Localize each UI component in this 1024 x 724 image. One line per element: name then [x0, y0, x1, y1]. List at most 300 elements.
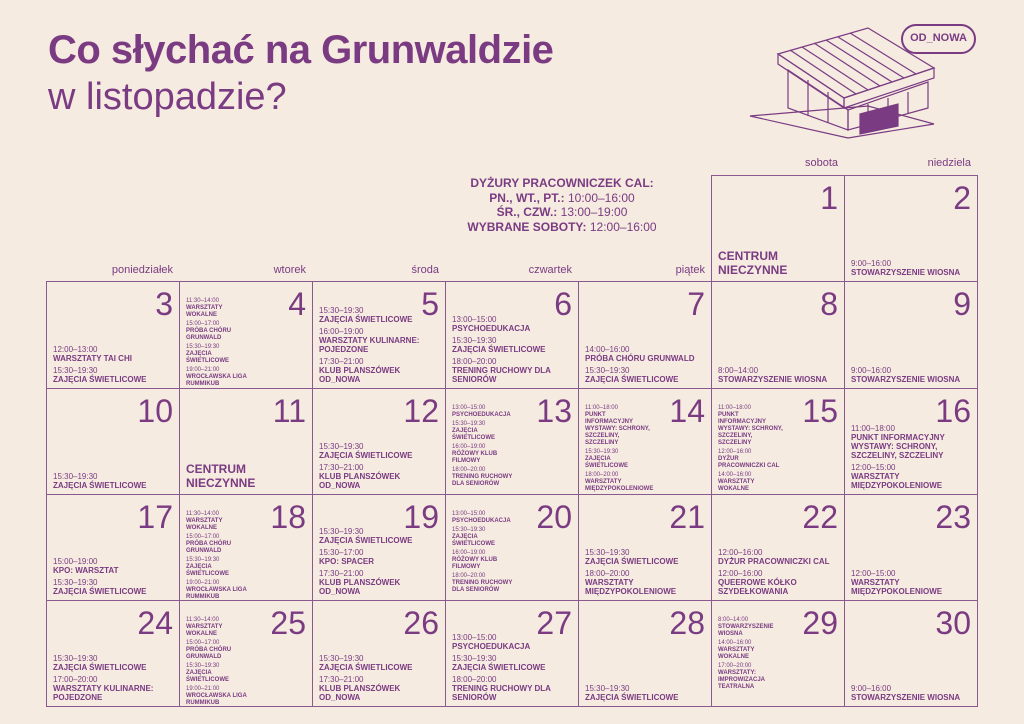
- event-item: [53, 578, 175, 596]
- event-item: [186, 298, 254, 319]
- event-name: WROCŁAWSKA LIGA RUMMIKUB: [186, 374, 247, 387]
- staff-hours-line1-value: 10:00–16:00: [567, 190, 635, 205]
- event-item: [851, 463, 973, 490]
- staff-hours-line3-value: 12:00–16:00: [589, 219, 657, 234]
- event-name: ZAJĘCIA ŚWIETLICOWE: [53, 375, 147, 384]
- day-cell: [312, 388, 446, 495]
- event-item: [718, 617, 786, 638]
- day-number: 4: [288, 286, 306, 322]
- event-time: 15:30–19:30: [53, 366, 98, 375]
- event-time: 9:00–16:00: [851, 366, 892, 375]
- staff-hours-line3-label: WYBRANE SOBOTY:: [467, 219, 587, 234]
- day-cell: [445, 600, 579, 707]
- day-number: 8: [820, 286, 838, 322]
- event-time: 15:00–17:00: [186, 640, 220, 646]
- event-list: [718, 545, 840, 596]
- event-time: 15:30–19:30: [319, 527, 364, 536]
- event-name: ZAJĘCIA ŚWIETLICOWE: [319, 451, 413, 460]
- event-name: ZAJĘCIA ŚWIETLICOWE: [186, 670, 229, 683]
- event-name: WARSZTATY MIĘDZYPOKOLENIOWE: [585, 479, 654, 492]
- event-name: KLUB PLANSZÓWEK OD_NOWA: [319, 578, 401, 596]
- day-cell: [711, 494, 845, 601]
- day-cell: [711, 600, 845, 707]
- event-time: 15:30–19:30: [186, 344, 220, 350]
- event-name: WARSZTATY KULINARNE: POJEDZONE: [319, 336, 420, 354]
- event-time: 15:30–19:30: [585, 548, 630, 557]
- day-number: 12: [403, 393, 439, 429]
- event-item: [319, 357, 441, 384]
- event-time: 12:00–16:00: [718, 548, 763, 557]
- event-name: ZAJĘCIA ŚWIETLICOWE: [585, 693, 679, 702]
- event-time: 15:30–19:30: [585, 684, 630, 693]
- event-name: KLUB PLANSZÓWEK OD_NOWA: [319, 366, 401, 384]
- event-name: QUEEROWE KÓŁKO SZYDEŁKOWANIA: [718, 578, 797, 596]
- event-name: TRENING RUCHOWY DLA SENIORÓW: [452, 580, 513, 593]
- day-cell: [445, 281, 579, 389]
- day-number: 29: [802, 605, 838, 641]
- event-name: PSYCHOEDUKACJA: [452, 324, 531, 333]
- event-time: 15:30–19:30: [53, 578, 98, 587]
- event-name: WARSZTATY WOKALNE: [718, 647, 755, 660]
- event-item: [186, 511, 254, 532]
- event-list: [585, 342, 707, 384]
- day-cell: [179, 600, 313, 707]
- event-list: [585, 545, 707, 596]
- event-item: [186, 534, 254, 555]
- event-item: [452, 633, 574, 651]
- event-name: WARSZTATY KULINARNE: POJEDZONE: [53, 684, 154, 702]
- event-name: TRENING RUCHOWY DLA SENIORÓW: [452, 366, 551, 384]
- day-number: 9: [953, 286, 971, 322]
- event-list: [319, 303, 441, 384]
- event-item: [718, 569, 840, 596]
- page-title: Co słychać na Grunwaldzie: [48, 28, 554, 72]
- event-time: 17:00–20:00: [53, 675, 98, 684]
- event-item: [851, 424, 973, 460]
- event-name: ZAJĘCIA ŚWIETLICOWE: [319, 536, 413, 545]
- page-subtitle: w listopadzie?: [48, 76, 287, 118]
- event-list: [851, 566, 973, 596]
- event-name: PRÓBA CHÓRU GRUNWALD: [186, 541, 232, 554]
- event-name: TRENING RUCHOWY DLA SENIORÓW: [452, 684, 551, 702]
- event-name: STOWARZYSZENIE WIOSNA: [851, 693, 961, 702]
- event-time: 11:00–18:00: [585, 405, 618, 411]
- event-item: [851, 366, 973, 384]
- event-item: [452, 405, 520, 419]
- event-time: 9:00–16:00: [851, 259, 892, 268]
- event-time: 17:30–21:00: [319, 357, 364, 366]
- day-number: 13: [536, 393, 572, 429]
- event-time: 11:30–14:00: [186, 617, 219, 623]
- event-name: ZAJĘCIA ŚWIETLICOWE: [452, 663, 546, 672]
- day-cell: [46, 600, 180, 707]
- event-item: [319, 306, 441, 324]
- event-name: WROCŁAWSKA LIGA RUMMIKUB: [186, 587, 247, 600]
- event-list: [452, 509, 520, 594]
- event-item: [53, 366, 175, 384]
- event-name: STOWARZYSZENIE WIOSNA: [851, 268, 961, 277]
- event-list: [585, 681, 707, 702]
- event-time: 15:00–19:00: [53, 557, 98, 566]
- staff-hours-line2-label: ŚR., CZW.:: [496, 205, 558, 219]
- day-cell: [46, 494, 180, 601]
- event-time: 13:00–15:00: [452, 633, 497, 642]
- event-item: [319, 675, 441, 702]
- event-item: [319, 548, 441, 566]
- day-number: 23: [935, 499, 971, 535]
- event-time: 16:00–19:00: [452, 444, 486, 450]
- day-cell: [179, 494, 313, 601]
- event-name: WARSZTATY WOKALNE: [186, 624, 223, 637]
- event-name: STOWARZYSZENIE WIOSNA: [718, 624, 774, 637]
- event-item: [718, 405, 786, 447]
- event-time: 15:30–19:30: [452, 421, 486, 427]
- event-time: 17:00–20:00: [718, 663, 752, 669]
- event-name: ZAJĘCIA ŚWIETLICOWE: [53, 663, 147, 672]
- event-name: KPO: SPACER: [319, 557, 374, 566]
- event-time: 17:30–21:00: [319, 569, 364, 578]
- closed-label: CENTRUM NIECZYNNE: [186, 462, 256, 490]
- event-time: 15:30–19:30: [585, 366, 630, 375]
- event-name: WARSZTATY MIĘDZYPOKOLENIOWE: [585, 578, 677, 596]
- event-item: [585, 449, 653, 470]
- staff-hours: [448, 176, 676, 234]
- weekday-3: czwartek: [528, 264, 572, 276]
- event-list: [851, 681, 973, 702]
- day-number: 3: [155, 286, 173, 322]
- staff-hours-line1: [448, 191, 676, 206]
- event-list: [53, 554, 175, 596]
- day-number: 7: [687, 286, 705, 322]
- event-time: 15:30–19:30: [585, 449, 619, 455]
- event-name: PUNKT INFORMACYJNY WYSTAWY: SCHRONY, SZCZELINY, SZCZELINY: [585, 412, 650, 446]
- event-time: 12:00–15:00: [851, 569, 896, 578]
- event-item: [585, 366, 707, 384]
- event-item: [319, 327, 441, 354]
- event-name: STOWARZYSZENIE WIOSNA: [851, 375, 961, 384]
- event-time: 8:00–14:00: [718, 617, 749, 623]
- event-item: [53, 654, 175, 672]
- event-item: [718, 366, 840, 384]
- event-time: 17:30–21:00: [319, 463, 364, 472]
- event-item: [718, 640, 786, 661]
- event-name: WARSZTATY MIĘDZYPOKOLENIOWE: [851, 472, 943, 490]
- closed-notice: [186, 462, 308, 490]
- event-time: 19:00–21:00: [186, 686, 220, 692]
- event-item: [319, 569, 441, 596]
- event-item: [319, 442, 441, 460]
- event-item: [585, 569, 707, 596]
- event-time: 9:00–16:00: [851, 684, 892, 693]
- event-time: 16:00–19:00: [319, 327, 364, 336]
- event-name: ZAJĘCIA ŚWIETLICOWE: [585, 375, 679, 384]
- weekday-0: poniedziałek: [111, 264, 173, 276]
- event-time: 14:00–16:00: [585, 345, 630, 354]
- event-name: ZAJĘCIA ŚWIETLICOWE: [319, 663, 413, 672]
- event-item: [452, 467, 520, 488]
- event-name: ZAJĘCIA ŚWIETLICOWE: [452, 428, 495, 441]
- event-item: [186, 617, 254, 638]
- event-item: [851, 259, 973, 277]
- event-list: [452, 403, 520, 488]
- event-list: [53, 651, 175, 702]
- day-cell: [578, 281, 712, 389]
- event-item: [718, 548, 840, 566]
- event-name: KLUB PLANSZÓWEK OD_NOWA: [319, 472, 401, 490]
- event-item: [186, 580, 254, 601]
- day-cell: [578, 494, 712, 601]
- event-name: PRÓBA CHÓRU GRUNWALD: [585, 354, 695, 363]
- event-item: [319, 463, 441, 490]
- event-list: [186, 509, 254, 601]
- event-time: 13:00–15:00: [452, 511, 486, 517]
- day-cell: [711, 281, 845, 389]
- event-item: [186, 663, 254, 684]
- event-item: [53, 675, 175, 702]
- event-time: 18:00–20:00: [452, 467, 486, 473]
- event-item: [585, 684, 707, 702]
- event-time: 15:30–19:30: [53, 472, 98, 481]
- event-time: 18:00–20:00: [585, 569, 630, 578]
- event-time: 15:30–19:30: [452, 654, 497, 663]
- event-list: [53, 469, 175, 490]
- event-time: 11:00–18:00: [851, 424, 895, 433]
- day-cell: [179, 388, 313, 495]
- closed-notice: [718, 249, 840, 277]
- event-time: 15:30–19:30: [186, 557, 220, 563]
- day-number: 17: [137, 499, 173, 535]
- weekday-2: środa: [411, 264, 439, 276]
- event-item: [718, 663, 786, 691]
- event-time: 19:00–21:00: [186, 580, 220, 586]
- event-name: WROCŁAWSKA LIGA RUMMIKUB: [186, 693, 247, 706]
- event-name: KLUB PLANSZÓWEK OD_NOWA: [319, 684, 401, 702]
- event-item: [718, 449, 786, 470]
- weekday-4: piątek: [675, 264, 705, 276]
- day-cell: [312, 494, 446, 601]
- event-name: RÓŻOWY KLUB FILMOWY: [452, 557, 498, 570]
- event-list: [452, 630, 574, 702]
- staff-hours-line1-label: PN., WT., PT.:: [489, 190, 565, 205]
- event-list: [718, 363, 840, 384]
- event-time: 15:30–19:30: [53, 654, 98, 663]
- day-number: 20: [536, 499, 572, 535]
- event-list: [53, 342, 175, 384]
- event-name: PRÓBA CHÓRU GRUNWALD: [186, 647, 232, 660]
- day-number: 18: [270, 499, 306, 535]
- event-item: [851, 684, 973, 702]
- event-item: [452, 511, 520, 525]
- event-name: WARSZTATY WOKALNE: [718, 479, 755, 492]
- event-item: [452, 357, 574, 384]
- event-name: ZAJĘCIA ŚWIETLICOWE: [452, 534, 495, 547]
- day-number: 11: [272, 393, 306, 429]
- day-number: 22: [802, 499, 838, 535]
- event-item: [452, 444, 520, 465]
- event-list: [585, 403, 653, 493]
- event-name: DYŻUR PRACOWNICZKI CAL: [718, 456, 780, 469]
- event-time: 12:00–16:00: [718, 449, 752, 455]
- day-number: 26: [403, 605, 439, 641]
- event-item: [585, 345, 707, 363]
- day-number: 5: [421, 286, 439, 322]
- event-time: 14:00–16:00: [718, 472, 752, 478]
- event-name: ZAJĘCIA ŚWIETLICOWE: [452, 345, 546, 354]
- event-name: TRENING RUCHOWY DLA SENIORÓW: [452, 474, 513, 487]
- event-name: RÓŻOWY KLUB FILMOWY: [452, 451, 498, 464]
- day-cell: [445, 388, 579, 495]
- staff-hours-heading: DYŻURY PRACOWNICZEK CAL:: [470, 176, 654, 190]
- event-list: [319, 439, 441, 490]
- day-number: 19: [403, 499, 439, 535]
- event-time: 11:30–14:00: [186, 511, 219, 517]
- event-time: 16:00–19:00: [452, 550, 486, 556]
- event-item: [452, 550, 520, 571]
- event-item: [585, 405, 653, 447]
- day-number: 6: [554, 286, 572, 322]
- event-name: DYŻUR PRACOWNICZKI CAL: [718, 557, 830, 566]
- event-item: [53, 557, 175, 575]
- event-item: [851, 569, 973, 596]
- event-item: [186, 557, 254, 578]
- event-item: [319, 654, 441, 672]
- event-name: ZAJĘCIA ŚWIETLICOWE: [585, 557, 679, 566]
- event-item: [186, 367, 254, 388]
- event-time: 11:30–14:00: [186, 298, 219, 304]
- event-item: [585, 472, 653, 493]
- event-time: 18:00–20:00: [452, 675, 497, 684]
- od-nowa-logo: OD_NOWA: [901, 24, 976, 54]
- day-number: 28: [669, 605, 705, 641]
- day-number: 10: [137, 393, 173, 429]
- day-number: 24: [137, 605, 173, 641]
- day-number: 30: [935, 605, 971, 641]
- event-item: [452, 573, 520, 594]
- event-list: [186, 615, 254, 707]
- event-time: 18:00–20:00: [585, 472, 619, 478]
- day-cell: [844, 175, 978, 282]
- event-name: ZAJĘCIA ŚWIETLICOWE: [186, 351, 229, 364]
- event-time: 18:00–20:00: [452, 573, 486, 579]
- day-number: 15: [802, 393, 838, 429]
- event-time: 15:00–17:00: [186, 321, 220, 327]
- weekday-5: sobota: [804, 157, 838, 169]
- event-item: [186, 321, 254, 342]
- event-item: [186, 640, 254, 661]
- closed-label: CENTRUM NIECZYNNE: [718, 249, 788, 277]
- event-list: [718, 615, 786, 691]
- event-item: [452, 675, 574, 702]
- event-list: [851, 363, 973, 384]
- event-name: PUNKT INFORMACYJNY WYSTAWY: SCHRONY, SZCZELINY, SZCZELINY: [718, 412, 783, 446]
- day-number: 25: [270, 605, 306, 641]
- event-item: [585, 548, 707, 566]
- event-time: 13:00–15:00: [452, 315, 497, 324]
- event-item: [186, 344, 254, 365]
- event-name: ZAJĘCIA ŚWIETLICOWE: [319, 315, 413, 324]
- event-name: PRÓBA CHÓRU GRUNWALD: [186, 328, 232, 341]
- day-number: 27: [536, 605, 572, 641]
- day-cell: [844, 494, 978, 601]
- event-time: 19:00–21:00: [186, 367, 220, 373]
- event-time: 14:00–16:00: [718, 640, 752, 646]
- event-item: [452, 654, 574, 672]
- weekday-6: niedziela: [927, 157, 971, 169]
- event-time: 18:00–20:00: [452, 357, 497, 366]
- day-cell: [312, 281, 446, 389]
- event-name: ZAJĘCIA ŚWIETLICOWE: [53, 481, 147, 490]
- event-item: [53, 472, 175, 490]
- event-time: 15:00–17:00: [186, 534, 220, 540]
- event-item: [718, 472, 786, 493]
- event-item: [452, 315, 574, 333]
- day-cell: [578, 388, 712, 495]
- event-list: [452, 312, 574, 384]
- event-item: [186, 686, 254, 707]
- event-name: WARSZTATY TAI CHI: [53, 354, 132, 363]
- day-number: 1: [820, 180, 838, 216]
- event-name: KPO: WARSZTAT: [53, 566, 119, 575]
- event-name: PSYCHOEDUKACJA: [452, 412, 511, 418]
- day-cell: [844, 281, 978, 389]
- event-time: 15:30–19:30: [319, 306, 364, 315]
- event-name: WARSZTATY: IMPROWIZACJA TEATRALNA: [718, 670, 765, 690]
- day-cell: [46, 388, 180, 495]
- event-item: [319, 527, 441, 545]
- day-cell: [578, 600, 712, 707]
- event-list: [319, 524, 441, 596]
- day-number: 14: [669, 393, 705, 429]
- event-name: STOWARZYSZENIE WIOSNA: [718, 375, 828, 384]
- event-time: 15:30–19:30: [319, 442, 364, 451]
- day-cell: [445, 494, 579, 601]
- day-cell: [179, 281, 313, 389]
- day-cell: [46, 281, 180, 389]
- event-name: WARSZTATY MIĘDZYPOKOLENIOWE: [851, 578, 943, 596]
- event-list: [718, 403, 786, 493]
- weekday-1: wtorek: [273, 264, 306, 276]
- event-list: [851, 256, 973, 277]
- event-time: 15:30–19:30: [452, 527, 486, 533]
- event-name: WARSZTATY WOKALNE: [186, 518, 223, 531]
- event-name: PSYCHOEDUKACJA: [452, 518, 511, 524]
- event-time: 13:00–15:00: [452, 405, 486, 411]
- day-cell: [312, 600, 446, 707]
- event-name: ZAJĘCIA ŚWIETLICOWE: [53, 587, 147, 596]
- event-time: 15:30–19:30: [452, 336, 497, 345]
- event-time: 12:00–15:00: [851, 463, 896, 472]
- event-name: WARSZTATY WOKALNE: [186, 305, 223, 318]
- event-name: ZAJĘCIA ŚWIETLICOWE: [585, 456, 628, 469]
- event-time: 12:00–16:00: [718, 569, 763, 578]
- staff-hours-line3: [448, 220, 676, 235]
- event-time: 15:30–19:30: [319, 654, 364, 663]
- day-cell: [844, 600, 978, 707]
- event-list: [319, 651, 441, 702]
- staff-hours-line2-value: 13:00–19:00: [560, 205, 628, 219]
- event-list: [186, 296, 254, 388]
- event-time: 8:00–14:00: [718, 366, 759, 375]
- day-number: 21: [669, 499, 705, 535]
- day-number: 16: [935, 393, 971, 429]
- event-time: 15:30–19:30: [186, 663, 220, 669]
- day-cell: [711, 175, 845, 282]
- event-time: 12:00–13:00: [53, 345, 98, 354]
- event-time: 15:30–17:00: [319, 548, 364, 557]
- event-time: 17:30–21:00: [319, 675, 364, 684]
- event-item: [452, 527, 520, 548]
- event-item: [452, 421, 520, 442]
